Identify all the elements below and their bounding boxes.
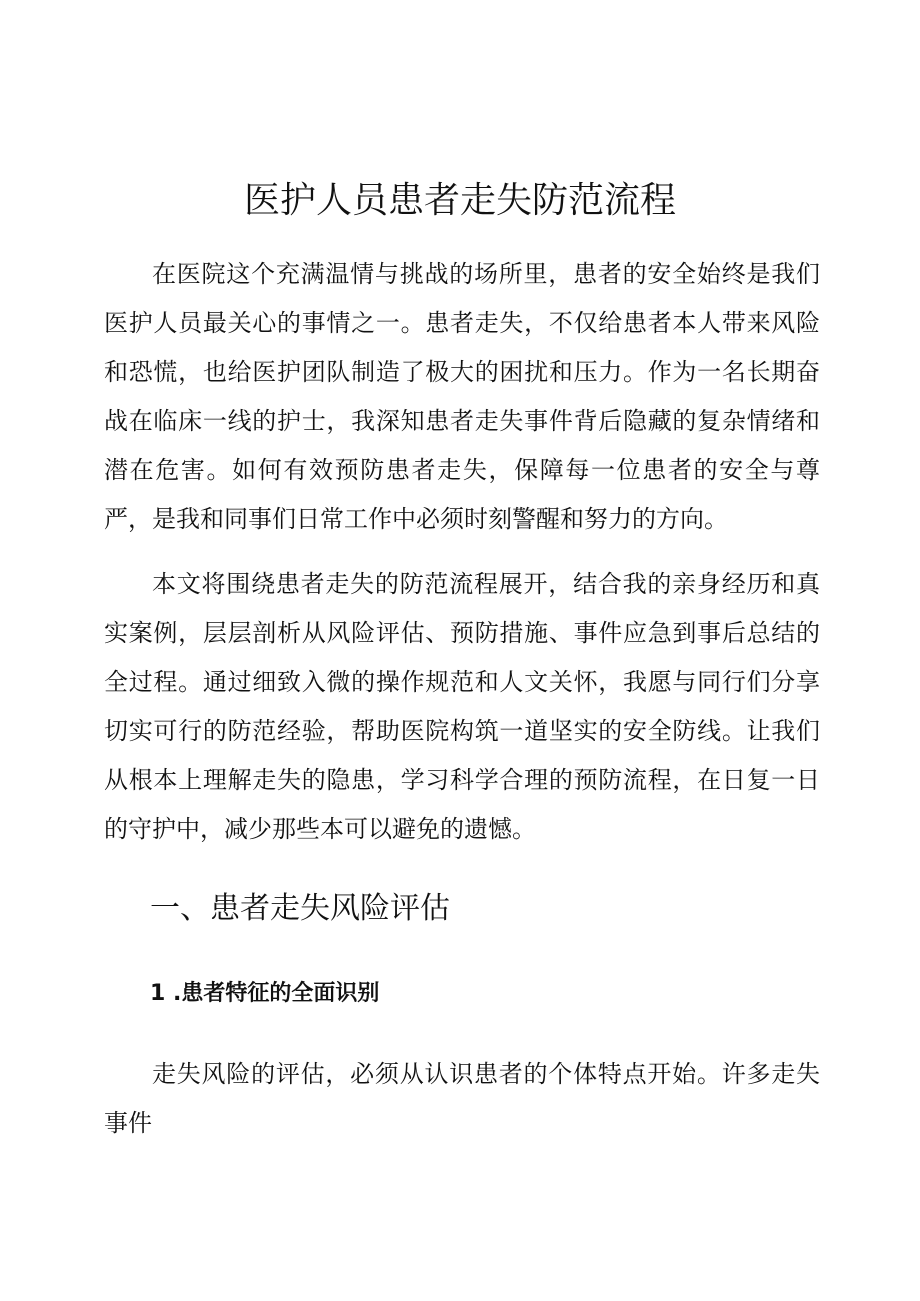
section-paragraph: 走失风险的评估，必须从认识患者的个体特点开始。许多走失事件	[104, 1060, 820, 1137]
intro-paragraph-2: 本文将围绕患者走失的防范流程展开，结合我的亲身经历和真实案例，层层剖析从风险评估、预防措施、事件应急到事后总结的全过程。通过细致入微的操作规范和人文关怀，我愿与同行们分享切实可行的防范经验，帮助医院构筑一道坚实的安全防线。让我们从根本上理解走失的隐患，学习科学合理的预防流程，在日复一日的守护中，减少那些本可以避免的遗憾。	[104, 570, 820, 843]
intro-paragraph-1: 在医院这个充满温情与挑战的场所里，患者的安全始终是我们医护人员最关心的事情之一。患者走失，不仅给患者本人带来风险和恐慌，也给医护团队制造了极大的困扰和压力。作为一名长期奋战在临床一线的护士，我深知患者走失事件背后隐藏的复杂情绪和潜在危害。如何有效预防患者走失，保障每一位患者的安全与尊严，是我和同事们日常工作中必须时刻警醒和努力的方向。	[104, 260, 820, 533]
subsection-heading: 1 .患者特征的全面识别	[150, 981, 380, 1006]
document-title: 医护人员患者走失防范流程	[243, 180, 676, 221]
section-heading: 一、患者走失风险评估	[150, 891, 450, 926]
